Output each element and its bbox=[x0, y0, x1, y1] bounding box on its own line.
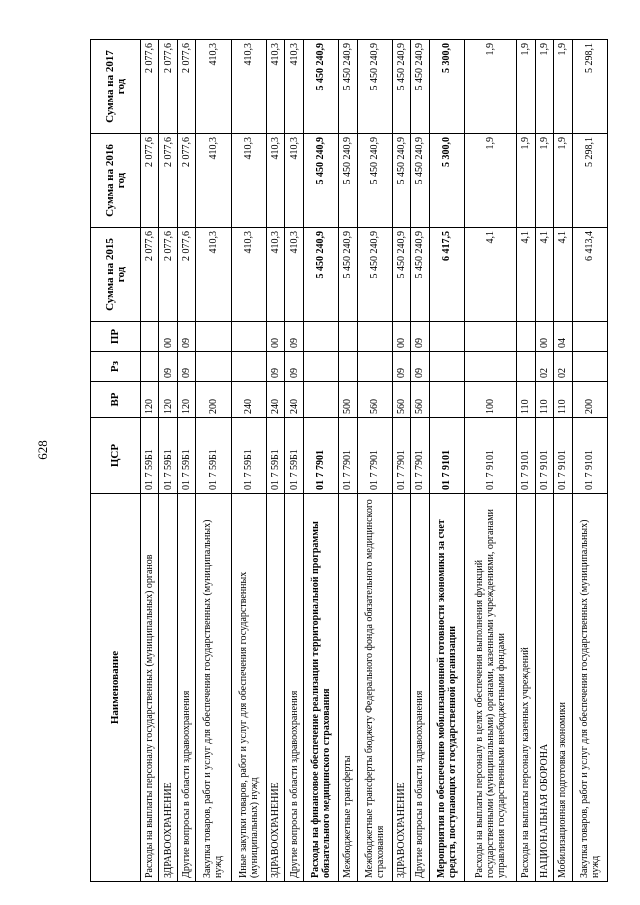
row-name: Расходы на выплаты персоналу казенных учреждений bbox=[517, 494, 535, 882]
row-pr-code: 00 bbox=[266, 322, 284, 352]
row-sum-2015: 6 417,5 bbox=[429, 228, 464, 322]
row-sum-2015: 5 450 240,9 bbox=[339, 228, 357, 322]
table-row bbox=[429, 40, 464, 882]
row-sum-2016: 5 450 240,9 bbox=[303, 134, 338, 228]
row-sum-2017: 1,9 bbox=[465, 40, 517, 134]
row-pr-code: 09 bbox=[177, 322, 195, 352]
row-sum-2016: 2 077,6 bbox=[177, 134, 195, 228]
row-pr-code bbox=[339, 322, 357, 352]
row-pr-code bbox=[196, 322, 231, 352]
row-sum-2015: 410,3 bbox=[285, 228, 303, 322]
row-sum-2016: 5 300,0 bbox=[429, 134, 464, 228]
table-row bbox=[517, 40, 535, 882]
row-sum-2017: 2 077,6 bbox=[177, 40, 195, 134]
table-row bbox=[159, 40, 177, 882]
table-row bbox=[285, 40, 303, 882]
row-sum-2017: 5 450 240,9 bbox=[392, 40, 410, 134]
row-sum-2015: 410,3 bbox=[266, 228, 284, 322]
table-row bbox=[303, 40, 338, 882]
row-csr-code: 01 7 7901 bbox=[392, 418, 410, 494]
row-sum-2015: 4,1 bbox=[465, 228, 517, 322]
table-row bbox=[572, 40, 608, 882]
table-row bbox=[266, 40, 284, 882]
row-vr-code: 110 bbox=[554, 382, 572, 418]
row-csr-code: 01 7 59Б1 bbox=[196, 418, 231, 494]
row-sum-2016: 1,9 bbox=[535, 134, 553, 228]
row-rz-code bbox=[429, 352, 464, 382]
row-vr-code: 240 bbox=[285, 382, 303, 418]
row-sum-2016: 1,9 bbox=[517, 134, 535, 228]
table-row bbox=[357, 40, 392, 882]
row-name: Межбюджетные трансферты bbox=[339, 494, 357, 882]
row-pr-code bbox=[303, 322, 338, 352]
row-sum-2016: 5 450 240,9 bbox=[392, 134, 410, 228]
row-pr-code bbox=[357, 322, 392, 352]
row-rz-code bbox=[357, 352, 392, 382]
row-pr-code bbox=[517, 322, 535, 352]
row-pr-code: 00 bbox=[535, 322, 553, 352]
row-sum-2015: 5 450 240,9 bbox=[357, 228, 392, 322]
row-rz-code: 02 bbox=[554, 352, 572, 382]
row-vr-code bbox=[429, 382, 464, 418]
row-sum-2016: 5 450 240,9 bbox=[357, 134, 392, 228]
header-2015: Сумма на 2015 год bbox=[91, 228, 141, 322]
table-row bbox=[465, 40, 517, 882]
row-pr-code bbox=[572, 322, 608, 352]
row-sum-2015: 410,3 bbox=[231, 228, 266, 322]
row-sum-2017: 1,9 bbox=[517, 40, 535, 134]
row-name: Мероприятия по обеспечению мобилизационной готовности экономики за счет средств, поступающих от государственной организации bbox=[429, 494, 464, 882]
row-rz-code: 09 bbox=[285, 352, 303, 382]
row-sum-2015: 4,1 bbox=[517, 228, 535, 322]
row-sum-2016: 5 450 240,9 bbox=[411, 134, 429, 228]
row-vr-code: 110 bbox=[535, 382, 553, 418]
row-csr-code: 01 7 7901 bbox=[411, 418, 429, 494]
row-rz-code bbox=[517, 352, 535, 382]
row-sum-2017: 2 077,6 bbox=[159, 40, 177, 134]
row-csr-code: 01 7 9101 bbox=[572, 418, 608, 494]
row-csr-code: 01 7 9101 bbox=[517, 418, 535, 494]
row-sum-2017: 5 450 240,9 bbox=[339, 40, 357, 134]
row-rz-code bbox=[339, 352, 357, 382]
table-row bbox=[196, 40, 231, 882]
row-name: НАЦИОНАЛЬНАЯ ОБОРОНА bbox=[535, 494, 553, 882]
row-name: Расходы на финансовое обеспечение реализации территориальной программы обязательного медицинского страхования bbox=[303, 494, 338, 882]
row-rz-code: 09 bbox=[411, 352, 429, 382]
row-sum-2016: 410,3 bbox=[231, 134, 266, 228]
row-vr-code: 120 bbox=[159, 382, 177, 418]
row-csr-code: 01 7 7901 bbox=[357, 418, 392, 494]
row-sum-2015: 2 077,6 bbox=[159, 228, 177, 322]
row-sum-2016: 5 298,1 bbox=[572, 134, 608, 228]
row-sum-2015: 5 450 240,9 bbox=[303, 228, 338, 322]
row-name: Закупка товаров, работ и услуг для обеспечения государственных (муниципальных) нужд bbox=[196, 494, 231, 882]
row-name: Межбюджетные трансферты бюджету Федерального фонда обязательного медицинского страхования bbox=[357, 494, 392, 882]
row-sum-2016: 1,9 bbox=[554, 134, 572, 228]
row-sum-2017: 5 300,0 bbox=[429, 40, 464, 134]
row-sum-2015: 5 450 240,9 bbox=[392, 228, 410, 322]
row-name: Закупка товаров, работ и услуг для обеспечения государственных (муниципальных) нужд bbox=[572, 494, 608, 882]
row-pr-code bbox=[429, 322, 464, 352]
header-2017: Сумма на 2017 год bbox=[91, 40, 141, 134]
row-rz-code: 09 bbox=[266, 352, 284, 382]
row-name: ЗДРАВООХРАНЕНИЕ bbox=[266, 494, 284, 882]
row-rz-code bbox=[196, 352, 231, 382]
row-name: Другие вопросы в области здравоохранения bbox=[177, 494, 195, 882]
row-sum-2017: 1,9 bbox=[535, 40, 553, 134]
row-sum-2017: 410,3 bbox=[196, 40, 231, 134]
header-2016: Сумма на 2016 год bbox=[91, 134, 141, 228]
table-body bbox=[141, 40, 608, 882]
row-vr-code: 200 bbox=[572, 382, 608, 418]
table-row bbox=[392, 40, 410, 882]
row-sum-2015: 2 077,6 bbox=[141, 228, 159, 322]
table-header-row bbox=[91, 40, 141, 882]
row-csr-code: 01 7 9101 bbox=[429, 418, 464, 494]
row-vr-code: 120 bbox=[177, 382, 195, 418]
row-csr-code: 01 7 9101 bbox=[554, 418, 572, 494]
row-rz-code bbox=[141, 352, 159, 382]
row-name: Расходы на выплаты персоналу государственных (муниципальных) органов bbox=[141, 494, 159, 882]
row-sum-2017: 5 450 240,9 bbox=[411, 40, 429, 134]
table-row bbox=[554, 40, 572, 882]
row-rz-code bbox=[231, 352, 266, 382]
row-name: Мобилизационная подготовка экономики bbox=[554, 494, 572, 882]
table-row bbox=[177, 40, 195, 882]
row-sum-2015: 2 077,6 bbox=[177, 228, 195, 322]
row-sum-2017: 410,3 bbox=[285, 40, 303, 134]
row-sum-2015: 4,1 bbox=[535, 228, 553, 322]
row-sum-2016: 410,3 bbox=[196, 134, 231, 228]
row-pr-code bbox=[231, 322, 266, 352]
row-sum-2017: 5 450 240,9 bbox=[303, 40, 338, 134]
row-sum-2015: 6 413,4 bbox=[572, 228, 608, 322]
row-vr-code: 560 bbox=[411, 382, 429, 418]
row-vr-code: 500 bbox=[339, 382, 357, 418]
row-csr-code: 01 7 59Б1 bbox=[266, 418, 284, 494]
row-rz-code: 09 bbox=[159, 352, 177, 382]
row-vr-code: 200 bbox=[196, 382, 231, 418]
row-pr-code: 04 bbox=[554, 322, 572, 352]
row-sum-2016: 2 077,6 bbox=[159, 134, 177, 228]
row-rz-code: 09 bbox=[392, 352, 410, 382]
row-rz-code: 09 bbox=[177, 352, 195, 382]
header-name: Наименование bbox=[91, 494, 141, 882]
row-rz-code bbox=[572, 352, 608, 382]
budget-table-container bbox=[90, 40, 608, 882]
row-csr-code: 01 7 9101 bbox=[535, 418, 553, 494]
row-sum-2015: 5 450 240,9 bbox=[411, 228, 429, 322]
row-pr-code: 00 bbox=[392, 322, 410, 352]
table-row bbox=[535, 40, 553, 882]
row-name: Другие вопросы в области здравоохранения bbox=[285, 494, 303, 882]
row-csr-code: 01 7 59Б1 bbox=[285, 418, 303, 494]
row-sum-2016: 2 077,6 bbox=[141, 134, 159, 228]
row-name: Другие вопросы в области здравоохранения bbox=[411, 494, 429, 882]
row-pr-code: 09 bbox=[411, 322, 429, 352]
row-rz-code: 02 bbox=[535, 352, 553, 382]
row-vr-code: 560 bbox=[357, 382, 392, 418]
row-csr-code: 01 7 7901 bbox=[339, 418, 357, 494]
budget-table bbox=[90, 39, 608, 882]
row-vr-code: 120 bbox=[141, 382, 159, 418]
row-pr-code: 09 bbox=[285, 322, 303, 352]
row-vr-code: 100 bbox=[465, 382, 517, 418]
row-vr-code: 240 bbox=[231, 382, 266, 418]
header-csr: ЦСР bbox=[91, 418, 141, 494]
row-sum-2017: 1,9 bbox=[554, 40, 572, 134]
row-csr-code: 01 7 59Б1 bbox=[231, 418, 266, 494]
row-sum-2017: 2 077,6 bbox=[141, 40, 159, 134]
table-row bbox=[141, 40, 159, 882]
row-rz-code bbox=[465, 352, 517, 382]
row-pr-code: 00 bbox=[159, 322, 177, 352]
row-sum-2015: 4,1 bbox=[554, 228, 572, 322]
row-csr-code: 01 7 7901 bbox=[303, 418, 338, 494]
row-sum-2016: 410,3 bbox=[285, 134, 303, 228]
row-name: Расходы на выплаты персоналу в целях обеспечения выполнения функций государственными (муниципальными) органами, казенными учреждениями, органами управления государственными внебюджетными фондами bbox=[465, 494, 517, 882]
row-sum-2017: 5 298,1 bbox=[572, 40, 608, 134]
row-sum-2017: 5 450 240,9 bbox=[357, 40, 392, 134]
row-pr-code bbox=[465, 322, 517, 352]
row-vr-code: 240 bbox=[266, 382, 284, 418]
row-csr-code: 01 7 59Б1 bbox=[141, 418, 159, 494]
row-sum-2017: 410,3 bbox=[266, 40, 284, 134]
table-row bbox=[231, 40, 266, 882]
row-rz-code bbox=[303, 352, 338, 382]
table-row bbox=[411, 40, 429, 882]
row-sum-2015: 410,3 bbox=[196, 228, 231, 322]
row-csr-code: 01 7 59Б1 bbox=[159, 418, 177, 494]
row-sum-2016: 410,3 bbox=[266, 134, 284, 228]
table-row bbox=[339, 40, 357, 882]
row-name: ЗДРАВООХРАНЕНИЕ bbox=[159, 494, 177, 882]
row-pr-code bbox=[141, 322, 159, 352]
header-rz: Рз bbox=[91, 352, 141, 382]
row-vr-code bbox=[303, 382, 338, 418]
page-number: 628 bbox=[34, 440, 50, 460]
header-pr: ПР bbox=[91, 322, 141, 352]
row-sum-2016: 5 450 240,9 bbox=[339, 134, 357, 228]
rotated-table-frame bbox=[90, 40, 608, 882]
row-sum-2016: 1,9 bbox=[465, 134, 517, 228]
row-name: Иные закупки товаров, работ и услуг для обеспечения государственных (муниципальных) нужд bbox=[231, 494, 266, 882]
row-vr-code: 560 bbox=[392, 382, 410, 418]
header-vr: ВР bbox=[91, 382, 141, 418]
row-sum-2017: 410,3 bbox=[231, 40, 266, 134]
row-csr-code: 01 7 9101 bbox=[465, 418, 517, 494]
row-vr-code: 110 bbox=[517, 382, 535, 418]
row-name: ЗДРАВООХРАНЕНИЕ bbox=[392, 494, 410, 882]
row-csr-code: 01 7 59Б1 bbox=[177, 418, 195, 494]
